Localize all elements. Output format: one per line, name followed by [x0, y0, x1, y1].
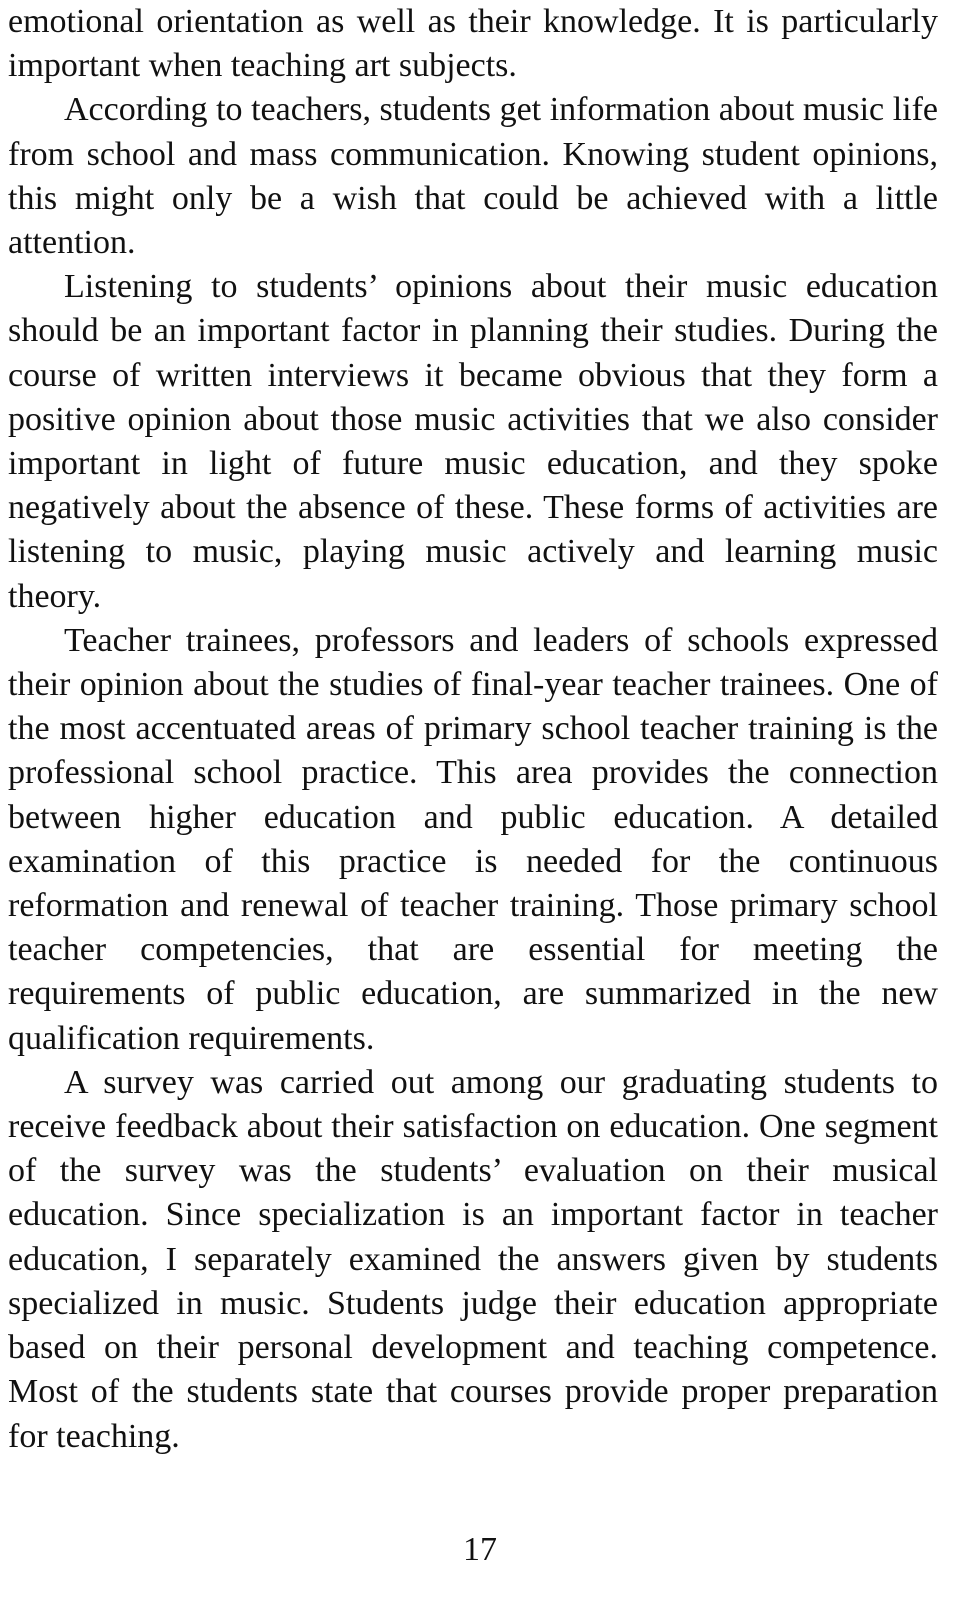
paragraph: According to teachers, students get information about music life from school and mass communication. Knowing student opinions, this might only be a wish that could be achieved with a little attention. — [8, 91, 938, 262]
body-text — [8, 0, 938, 1459]
page-number: 17 — [463, 1531, 497, 1568]
paragraph: Listening to students’ opinions about their music education should be an important factor in planning their studies. During the course of written interviews it became obvious that they form a positive opinion about those music activities that we also consider important in light of future music education, and they spoke negatively about the absence of these. These forms of activities are listening to music, playing music actively and learning music theory. — [8, 268, 938, 615]
paragraph: Teacher trainees, professors and leaders of schools expressed their opinion about the studies of final-year teacher trainees. One of the most accentuated areas of primary school teacher training is the professional school practice. This area provides the connection between higher education and public education. A detailed examination of this practice is needed for the continuous reformation and renewal of teacher training. Those primary school teacher competencies, that are essential for meeting the requirements of public education, are summarized in the new qualification requirements. — [8, 621, 938, 1057]
paragraph-continuation: emotional orientation as well as their knowledge. It is particularly important when teaching art subjects. — [8, 3, 938, 85]
paragraph: A survey was carried out among our graduating students to receive feedback about their satisfaction on education. One segment of the survey was the students’ evaluation on their musical education. Since specialization is an important factor in teacher education, I separately examined the answers given by students specialized in music. Students judge their education appropriate based on their personal development and teaching competence. Most of the students state that courses provide proper preparation for teaching. — [8, 1063, 938, 1455]
